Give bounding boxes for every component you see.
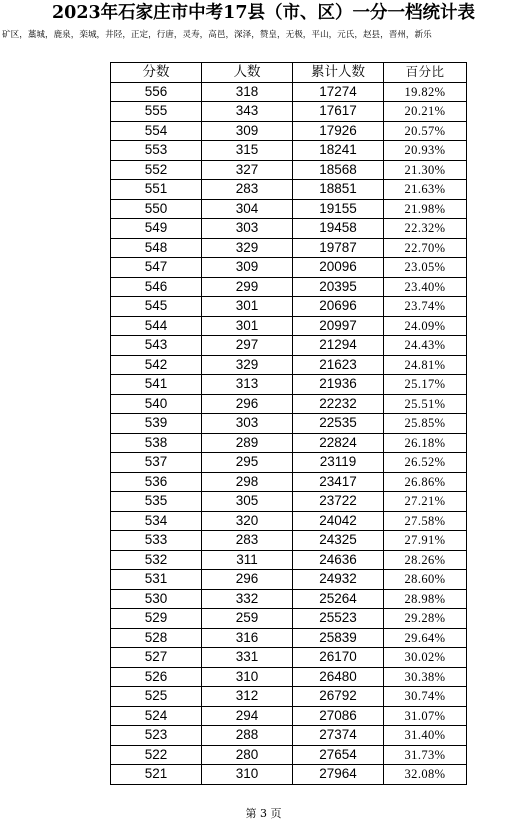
cell-percent: 25.85% [384, 414, 467, 434]
table-row [111, 492, 467, 512]
cell-count: 318 [202, 82, 293, 102]
cell-cumulative: 21294 [293, 336, 384, 356]
cell-score: 541 [111, 375, 202, 395]
cell-score: 521 [111, 765, 202, 785]
cell-percent: 28.26% [384, 550, 467, 570]
cell-percent: 27.21% [384, 492, 467, 512]
cell-score: 548 [111, 238, 202, 258]
cell-percent: 24.09% [384, 316, 467, 336]
cell-count: 311 [202, 550, 293, 570]
cell-cumulative: 26170 [293, 648, 384, 668]
cell-cumulative: 27654 [293, 745, 384, 765]
cell-score: 542 [111, 355, 202, 375]
cell-cumulative: 22232 [293, 394, 384, 414]
table-row [111, 765, 467, 785]
cell-cumulative: 18241 [293, 141, 384, 161]
cell-score: 552 [111, 160, 202, 180]
table-row [111, 433, 467, 453]
cell-cumulative: 27086 [293, 706, 384, 726]
cell-percent: 21.30% [384, 160, 467, 180]
cell-cumulative: 17274 [293, 82, 384, 102]
cell-percent: 26.52% [384, 453, 467, 473]
cell-cumulative: 24042 [293, 511, 384, 531]
table-row [111, 667, 467, 687]
table-row [111, 141, 467, 161]
cell-percent: 31.73% [384, 745, 467, 765]
cell-cumulative: 27964 [293, 765, 384, 785]
table-row [111, 219, 467, 239]
table-row [111, 336, 467, 356]
cell-percent: 27.91% [384, 531, 467, 551]
cell-count: 297 [202, 336, 293, 356]
cell-percent: 27.58% [384, 511, 467, 531]
cell-cumulative: 17617 [293, 102, 384, 122]
cell-cumulative: 21936 [293, 375, 384, 395]
cell-cumulative: 25264 [293, 589, 384, 609]
cell-percent: 24.43% [384, 336, 467, 356]
cell-score: 534 [111, 511, 202, 531]
cell-count: 303 [202, 219, 293, 239]
cell-percent: 21.63% [384, 180, 467, 200]
table-header [111, 63, 467, 83]
cell-score: 538 [111, 433, 202, 453]
cell-cumulative: 18851 [293, 180, 384, 200]
cell-percent: 25.17% [384, 375, 467, 395]
cell-percent: 22.32% [384, 219, 467, 239]
cell-score: 523 [111, 726, 202, 746]
cell-cumulative: 19787 [293, 238, 384, 258]
cell-percent: 23.40% [384, 277, 467, 297]
table-row [111, 628, 467, 648]
cell-score: 553 [111, 141, 202, 161]
cell-cumulative: 18568 [293, 160, 384, 180]
cell-score: 546 [111, 277, 202, 297]
cell-score: 543 [111, 336, 202, 356]
cell-count: 288 [202, 726, 293, 746]
cell-count: 298 [202, 472, 293, 492]
cell-score: 547 [111, 258, 202, 278]
cell-cumulative: 27374 [293, 726, 384, 746]
cell-score: 544 [111, 316, 202, 336]
header-percent: 百分比 [384, 63, 467, 83]
cell-cumulative: 21623 [293, 355, 384, 375]
cell-percent: 28.98% [384, 589, 467, 609]
header-row [111, 63, 467, 83]
cell-score: 556 [111, 82, 202, 102]
cell-cumulative: 22824 [293, 433, 384, 453]
table-row [111, 687, 467, 707]
cell-score: 533 [111, 531, 202, 551]
cell-score: 529 [111, 609, 202, 629]
cell-count: 315 [202, 141, 293, 161]
cell-count: 329 [202, 238, 293, 258]
table-row [111, 414, 467, 434]
cell-cumulative: 19458 [293, 219, 384, 239]
cell-percent: 20.21% [384, 102, 467, 122]
cell-count: 309 [202, 258, 293, 278]
cell-score: 528 [111, 628, 202, 648]
cell-count: 310 [202, 667, 293, 687]
cell-percent: 20.93% [384, 141, 467, 161]
cell-count: 294 [202, 706, 293, 726]
cell-percent: 30.02% [384, 648, 467, 668]
cell-count: 304 [202, 199, 293, 219]
cell-score: 551 [111, 180, 202, 200]
cell-count: 332 [202, 589, 293, 609]
cell-count: 289 [202, 433, 293, 453]
cell-cumulative: 20696 [293, 297, 384, 317]
table-row [111, 394, 467, 414]
table-row [111, 297, 467, 317]
table-row [111, 121, 467, 141]
header-score: 分数 [111, 63, 202, 83]
table-row [111, 609, 467, 629]
table-row [111, 472, 467, 492]
cell-count: 303 [202, 414, 293, 434]
cell-percent: 31.40% [384, 726, 467, 746]
cell-cumulative: 20395 [293, 277, 384, 297]
cell-count: 283 [202, 531, 293, 551]
cell-score: 554 [111, 121, 202, 141]
cell-percent: 29.28% [384, 609, 467, 629]
table-row [111, 570, 467, 590]
cell-count: 259 [202, 609, 293, 629]
cell-count: 283 [202, 180, 293, 200]
cell-score: 522 [111, 745, 202, 765]
cell-cumulative: 24932 [293, 570, 384, 590]
table-row [111, 550, 467, 570]
cell-score: 536 [111, 472, 202, 492]
cell-percent: 32.08% [384, 765, 467, 785]
cell-percent: 30.74% [384, 687, 467, 707]
cell-percent: 25.51% [384, 394, 467, 414]
cell-cumulative: 23417 [293, 472, 384, 492]
cell-score: 539 [111, 414, 202, 434]
cell-score: 537 [111, 453, 202, 473]
cell-percent: 23.74% [384, 297, 467, 317]
cell-cumulative: 24636 [293, 550, 384, 570]
cell-count: 296 [202, 570, 293, 590]
cell-count: 301 [202, 316, 293, 336]
table-row [111, 277, 467, 297]
cell-percent: 24.81% [384, 355, 467, 375]
cell-count: 309 [202, 121, 293, 141]
cell-cumulative: 23722 [293, 492, 384, 512]
cell-count: 296 [202, 394, 293, 414]
cell-percent: 28.60% [384, 570, 467, 590]
table-row [111, 648, 467, 668]
cell-count: 313 [202, 375, 293, 395]
table-row [111, 453, 467, 473]
cell-score: 550 [111, 199, 202, 219]
county-list: 矿区，藁城，鹿泉，栾城，井陉，正定，行唐，灵寿，高邑，深泽，赞皇，无极，平山，元氏，赵县，晋州，新乐 [2, 30, 432, 40]
cell-count: 312 [202, 687, 293, 707]
cell-cumulative: 20096 [293, 258, 384, 278]
table-row [111, 511, 467, 531]
cell-percent: 29.64% [384, 628, 467, 648]
cell-cumulative: 26792 [293, 687, 384, 707]
cell-percent: 20.57% [384, 121, 467, 141]
cell-score: 530 [111, 589, 202, 609]
cell-score: 545 [111, 297, 202, 317]
cell-score: 527 [111, 648, 202, 668]
cell-percent: 23.05% [384, 258, 467, 278]
cell-count: 320 [202, 511, 293, 531]
cell-score: 526 [111, 667, 202, 687]
cell-score: 535 [111, 492, 202, 512]
cell-cumulative: 17926 [293, 121, 384, 141]
cell-count: 327 [202, 160, 293, 180]
cell-cumulative: 20997 [293, 316, 384, 336]
cell-count: 280 [202, 745, 293, 765]
cell-percent: 22.70% [384, 238, 467, 258]
cell-cumulative: 25523 [293, 609, 384, 629]
table-row [111, 745, 467, 765]
header-cumulative: 累计人数 [293, 63, 384, 83]
cell-count: 310 [202, 765, 293, 785]
cell-percent: 26.86% [384, 472, 467, 492]
cell-score: 555 [111, 102, 202, 122]
table-row [111, 160, 467, 180]
cell-score: 525 [111, 687, 202, 707]
table-row [111, 706, 467, 726]
table-row [111, 589, 467, 609]
table-row [111, 199, 467, 219]
cell-count: 331 [202, 648, 293, 668]
score-table [110, 62, 467, 785]
cell-percent: 30.38% [384, 667, 467, 687]
cell-score: 540 [111, 394, 202, 414]
table-row [111, 102, 467, 122]
table-row [111, 355, 467, 375]
cell-count: 305 [202, 492, 293, 512]
cell-count: 316 [202, 628, 293, 648]
cell-cumulative: 22535 [293, 414, 384, 434]
table-row [111, 180, 467, 200]
cell-score: 531 [111, 570, 202, 590]
cell-score: 549 [111, 219, 202, 239]
cell-count: 301 [202, 297, 293, 317]
table-row [111, 316, 467, 336]
header-count: 人数 [202, 63, 293, 83]
table-row [111, 258, 467, 278]
page-number: 第 3 页 [245, 807, 282, 820]
cell-cumulative: 23119 [293, 453, 384, 473]
cell-score: 524 [111, 706, 202, 726]
table-row [111, 726, 467, 746]
table-row [111, 82, 467, 102]
cell-count: 299 [202, 277, 293, 297]
cell-count: 343 [202, 102, 293, 122]
table-row [111, 531, 467, 551]
cell-cumulative: 19155 [293, 199, 384, 219]
cell-percent: 21.98% [384, 199, 467, 219]
cell-cumulative: 24325 [293, 531, 384, 551]
cell-cumulative: 25839 [293, 628, 384, 648]
table-body [111, 82, 467, 784]
cell-score: 532 [111, 550, 202, 570]
cell-count: 329 [202, 355, 293, 375]
cell-percent: 31.07% [384, 706, 467, 726]
table-row [111, 375, 467, 395]
cell-cumulative: 26480 [293, 667, 384, 687]
page-title: 2023年石家庄市中考17县（市、区）一分一档统计表 [51, 3, 476, 23]
table-row [111, 238, 467, 258]
cell-percent: 19.82% [384, 82, 467, 102]
cell-percent: 26.18% [384, 433, 467, 453]
cell-count: 295 [202, 453, 293, 473]
